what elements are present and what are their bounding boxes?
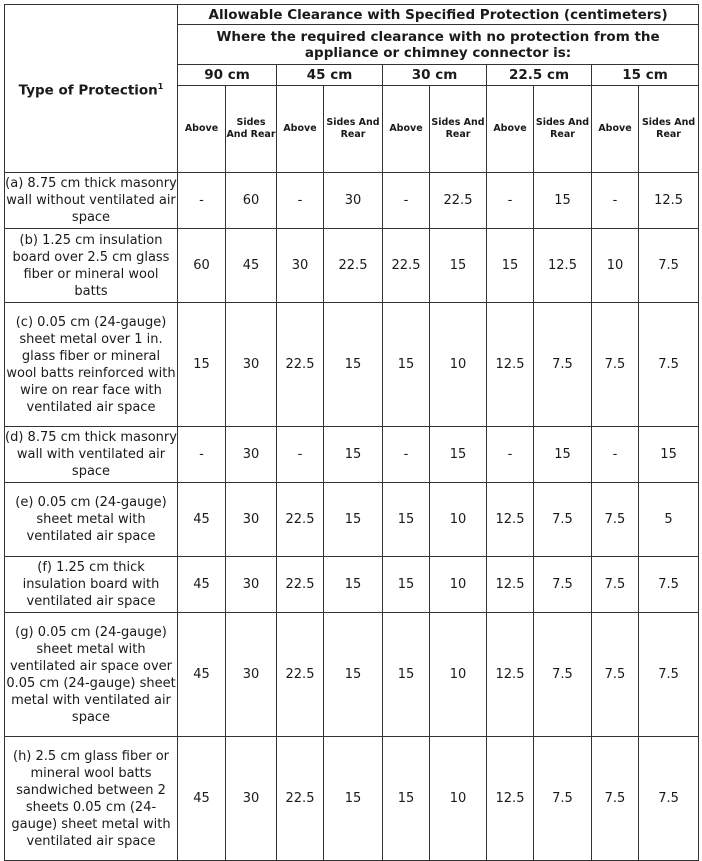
value-cell: 12.5: [487, 483, 534, 557]
table-row: [5, 229, 699, 303]
sides-rear-header: Sides And Rear: [534, 86, 592, 173]
sides-rear-header: Sides And Rear: [324, 86, 383, 173]
value-cell: 45: [178, 737, 226, 861]
protection-type-cell: (a) 8.75 cm thick masonry wall without ventilated air space: [5, 173, 178, 229]
value-cell: 10: [430, 737, 487, 861]
value-cell: 7.5: [592, 303, 639, 427]
protection-type-cell: (c) 0.05 cm (24-gauge) sheet metal over 1 in. glass fiber or mineral wool batts reinforced with wire on rear face with ventilated air space: [5, 303, 178, 427]
table-row: [5, 613, 699, 737]
value-cell: 12.5: [487, 303, 534, 427]
value-cell: -: [487, 427, 534, 483]
value-cell: 30: [226, 303, 277, 427]
protection-type-cell: (g) 0.05 cm (24-gauge) sheet metal with ventilated air space over 0.05 cm (24-gauge) sheet metal with ventilated air space: [5, 613, 178, 737]
table-header: [5, 5, 699, 173]
value-cell: 15: [430, 229, 487, 303]
value-cell: 15: [430, 427, 487, 483]
value-cell: 30: [277, 229, 324, 303]
value-cell: 22.5: [277, 613, 324, 737]
value-cell: 10: [592, 229, 639, 303]
table-row: [5, 737, 699, 861]
table-body: [5, 173, 699, 861]
value-cell: 15: [383, 737, 430, 861]
value-cell: 7.5: [534, 613, 592, 737]
value-cell: 30: [226, 483, 277, 557]
value-cell: 22.5: [277, 483, 324, 557]
value-cell: 15: [383, 483, 430, 557]
value-cell: 7.5: [639, 557, 699, 613]
table-row: [5, 303, 699, 427]
value-cell: 60: [178, 229, 226, 303]
value-cell: 15: [324, 737, 383, 861]
table-row: [5, 557, 699, 613]
value-cell: 30: [226, 737, 277, 861]
above-header: Above: [592, 86, 639, 173]
value-cell: 7.5: [592, 483, 639, 557]
value-cell: 7.5: [639, 737, 699, 861]
value-cell: 10: [430, 557, 487, 613]
value-cell: 45: [178, 613, 226, 737]
value-cell: 22.5: [277, 557, 324, 613]
value-cell: -: [277, 173, 324, 229]
value-cell: 30: [226, 557, 277, 613]
value-cell: 22.5: [277, 737, 324, 861]
value-cell: 7.5: [534, 483, 592, 557]
protection-type-cell: (b) 1.25 cm insulation board over 2.5 cm glass fiber or mineral wool batts: [5, 229, 178, 303]
value-cell: 30: [226, 613, 277, 737]
type-header-label: Type of Protection: [18, 82, 158, 99]
value-cell: 12.5: [487, 613, 534, 737]
sides-rear-header: Sides And Rear: [430, 86, 487, 173]
sides-rear-header: Sides And Rear: [639, 86, 699, 173]
above-header: Above: [277, 86, 324, 173]
value-cell: 15: [534, 427, 592, 483]
value-cell: 7.5: [592, 613, 639, 737]
value-cell: 45: [226, 229, 277, 303]
required-clearance-header: Where the required clearance with no protection from the appliance or chimney connector is:: [178, 25, 699, 65]
distance-header-45: 45 cm: [277, 65, 383, 86]
value-cell: 15: [534, 173, 592, 229]
distance-header-30: 30 cm: [383, 65, 487, 86]
value-cell: 15: [324, 483, 383, 557]
value-cell: -: [592, 173, 639, 229]
table-row: [5, 483, 699, 557]
sides-rear-header: Sides And Rear: [226, 86, 277, 173]
value-cell: 12.5: [639, 173, 699, 229]
protection-type-cell: (d) 8.75 cm thick masonry wall with ventilated air space: [5, 427, 178, 483]
value-cell: 7.5: [639, 229, 699, 303]
value-cell: 45: [178, 557, 226, 613]
value-cell: 7.5: [639, 613, 699, 737]
value-cell: 15: [324, 557, 383, 613]
value-cell: -: [592, 427, 639, 483]
value-cell: 15: [639, 427, 699, 483]
table-row: [5, 173, 699, 229]
value-cell: 22.5: [324, 229, 383, 303]
above-header: Above: [383, 86, 430, 173]
value-cell: 7.5: [534, 303, 592, 427]
distance-header-90: 90 cm: [178, 65, 277, 86]
table-row: [5, 427, 699, 483]
value-cell: -: [178, 173, 226, 229]
protection-type-cell: (f) 1.25 cm thick insulation board with ventilated air space: [5, 557, 178, 613]
value-cell: -: [277, 427, 324, 483]
value-cell: 15: [383, 613, 430, 737]
value-cell: 15: [383, 303, 430, 427]
protection-type-cell: (e) 0.05 cm (24-gauge) sheet metal with ventilated air space: [5, 483, 178, 557]
value-cell: 15: [383, 557, 430, 613]
value-cell: 22.5: [430, 173, 487, 229]
value-cell: 30: [324, 173, 383, 229]
above-header: Above: [487, 86, 534, 173]
value-cell: 7.5: [534, 737, 592, 861]
value-cell: 10: [430, 303, 487, 427]
value-cell: 12.5: [487, 737, 534, 861]
value-cell: 30: [226, 427, 277, 483]
value-cell: -: [383, 173, 430, 229]
value-cell: 7.5: [639, 303, 699, 427]
value-cell: 12.5: [487, 557, 534, 613]
value-cell: 5: [639, 483, 699, 557]
value-cell: 7.5: [534, 557, 592, 613]
value-cell: 10: [430, 483, 487, 557]
value-cell: 60: [226, 173, 277, 229]
value-cell: 12.5: [534, 229, 592, 303]
value-cell: 15: [324, 613, 383, 737]
value-cell: -: [178, 427, 226, 483]
value-cell: 22.5: [277, 303, 324, 427]
value-cell: -: [487, 173, 534, 229]
value-cell: 10: [430, 613, 487, 737]
above-header: Above: [178, 86, 226, 173]
type-of-protection-header: [5, 5, 178, 173]
value-cell: 22.5: [383, 229, 430, 303]
distance-header-15: 15 cm: [592, 65, 699, 86]
type-header-footnote: 1: [157, 81, 164, 91]
value-cell: -: [383, 427, 430, 483]
value-cell: 7.5: [592, 557, 639, 613]
value-cell: 15: [178, 303, 226, 427]
value-cell: 7.5: [592, 737, 639, 861]
protection-type-cell: (h) 2.5 cm glass fiber or mineral wool batts sandwiched between 2 sheets 0.05 cm (24-gauge) sheet metal with ventilated air space: [5, 737, 178, 861]
value-cell: 15: [324, 427, 383, 483]
value-cell: 15: [324, 303, 383, 427]
value-cell: 45: [178, 483, 226, 557]
clearance-table: [4, 4, 699, 861]
value-cell: 15: [487, 229, 534, 303]
allowable-clearance-header: Allowable Clearance with Specified Protection (centimeters): [178, 5, 699, 25]
distance-header-22-5: 22.5 cm: [487, 65, 592, 86]
